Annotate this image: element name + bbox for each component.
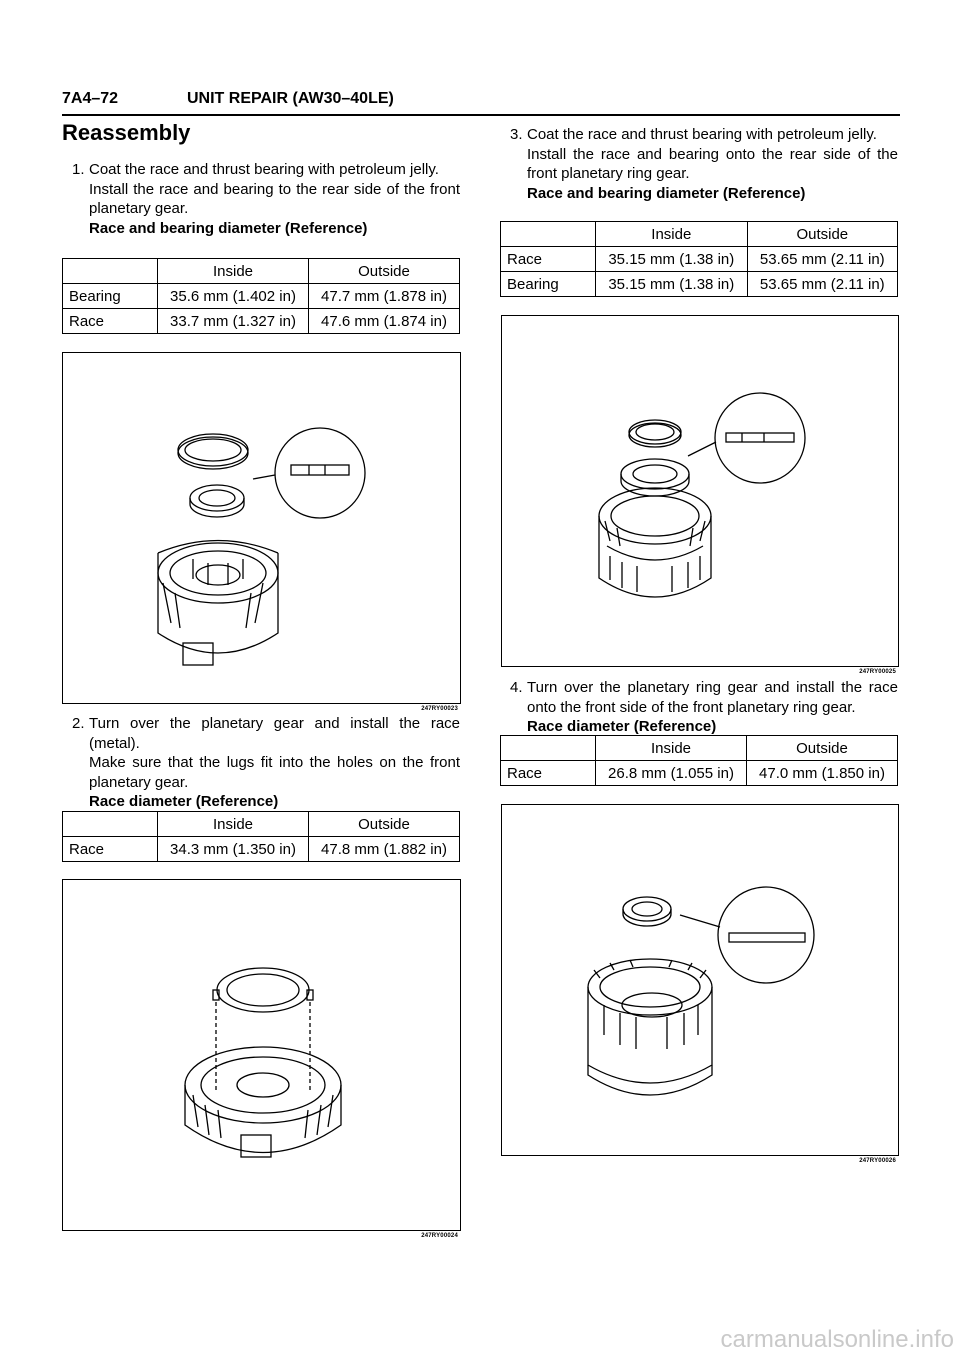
- step-text: Turn over the planetary ring gear and install the race onto the front side of the front planetary ring gear.: [527, 679, 898, 716]
- step-text: Install the race and bearing to the rear side of the front planetary gear.: [89, 180, 460, 217]
- table-caption: Race diameter (Reference): [89, 793, 279, 810]
- step-number: 3.: [510, 126, 523, 143]
- table-header: Outside: [309, 812, 460, 837]
- table-cell: 53.65 mm (2.11 in): [747, 247, 897, 272]
- section-title: Reassembly: [62, 120, 191, 145]
- table-cell: 35.15 mm (1.38 in): [596, 272, 748, 297]
- step-text: Install the race and bearing onto the rear side of the front planetary ring gear.: [527, 145, 898, 182]
- figure-code: 247RY00026: [859, 1158, 896, 1164]
- figure-code: 247RY00024: [421, 1233, 458, 1239]
- table-cell: [63, 259, 158, 284]
- table-row: [501, 272, 898, 297]
- table-caption: Race and bearing diameter (Reference): [527, 184, 806, 202]
- figure-ring-gear-race: [501, 804, 899, 1164]
- table-row: [63, 309, 460, 334]
- page-header: [62, 88, 900, 116]
- table-cell: 33.7 mm (1.327 in): [158, 309, 309, 334]
- step-2: [62, 714, 460, 812]
- page-code: 7A4–72: [62, 90, 119, 107]
- spec-table: [62, 811, 460, 862]
- table-header: Inside: [596, 222, 748, 247]
- page-title: UNIT REPAIR (AW30–40LE): [187, 90, 394, 107]
- step-text: Make sure that the lugs fit into the holes on the front planetary gear.: [89, 754, 460, 791]
- table-cell: 47.6 mm (1.874 in): [309, 309, 460, 334]
- figure-ring-gear-bearing: [501, 315, 899, 675]
- step-number: 4.: [510, 679, 523, 696]
- table-cell: Race: [501, 761, 596, 786]
- ring-gear-bearing-illustration: [502, 316, 898, 666]
- table-cell: 47.0 mm (1.850 in): [747, 761, 898, 786]
- bearing-illustration: [63, 353, 460, 703]
- table-cell: [63, 812, 158, 837]
- step-text: Coat the race and thrust bearing with petroleum jelly.: [527, 126, 877, 143]
- table-cell: Bearing: [63, 284, 158, 309]
- spec-table: [500, 221, 898, 297]
- step-number: 2.: [72, 715, 85, 732]
- table-header: Outside: [309, 259, 460, 284]
- table-header-row: [501, 222, 898, 247]
- table-cell: 26.8 mm (1.055 in): [596, 761, 747, 786]
- table-row: [501, 247, 898, 272]
- table-header-row: [63, 812, 460, 837]
- step-1: [62, 160, 460, 238]
- table-cell: [501, 736, 596, 761]
- step-4: [500, 678, 898, 737]
- figure-code: 247RY00025: [859, 669, 896, 675]
- table-row: [63, 837, 460, 862]
- table-header: Outside: [747, 222, 897, 247]
- table-cell: Race: [63, 837, 158, 862]
- table-cell: 53.65 mm (2.11 in): [747, 272, 897, 297]
- table-cell: 47.7 mm (1.878 in): [309, 284, 460, 309]
- table-cell: Race: [63, 309, 158, 334]
- figure-planetary-gear-bearing: [62, 352, 461, 712]
- step-text: Turn over the planetary gear and install the race (metal).: [89, 715, 460, 752]
- figure-planetary-gear-race: [62, 879, 461, 1239]
- table-header-row: [501, 736, 898, 761]
- table-cell: Race: [501, 247, 596, 272]
- table-header: Inside: [596, 736, 747, 761]
- table-caption: Race and bearing diameter (Reference): [89, 219, 368, 237]
- step-number: 1.: [72, 161, 85, 178]
- table-caption: Race diameter (Reference): [527, 718, 717, 735]
- table-header: Inside: [158, 259, 309, 284]
- spec-table: [62, 258, 460, 334]
- figure-code: 247RY00023: [421, 706, 458, 712]
- watermark: carmanualsonline.info: [720, 1326, 954, 1353]
- table-row: [501, 761, 898, 786]
- table-cell: 34.3 mm (1.350 in): [158, 837, 309, 862]
- race-illustration: [63, 880, 460, 1230]
- table-cell: Bearing: [501, 272, 596, 297]
- ring-gear-race-illustration: [502, 805, 898, 1155]
- table-cell: 35.6 mm (1.402 in): [158, 284, 309, 309]
- table-cell: 47.8 mm (1.882 in): [309, 837, 460, 862]
- table-cell: 35.15 mm (1.38 in): [596, 247, 748, 272]
- spec-table: [500, 735, 898, 786]
- step-3: [500, 125, 898, 203]
- table-row: [63, 284, 460, 309]
- table-header: Outside: [747, 736, 898, 761]
- table-cell: [501, 222, 596, 247]
- table-header-row: [63, 259, 460, 284]
- step-text: Coat the race and thrust bearing with petroleum jelly.: [89, 161, 439, 178]
- table-header: Inside: [158, 812, 309, 837]
